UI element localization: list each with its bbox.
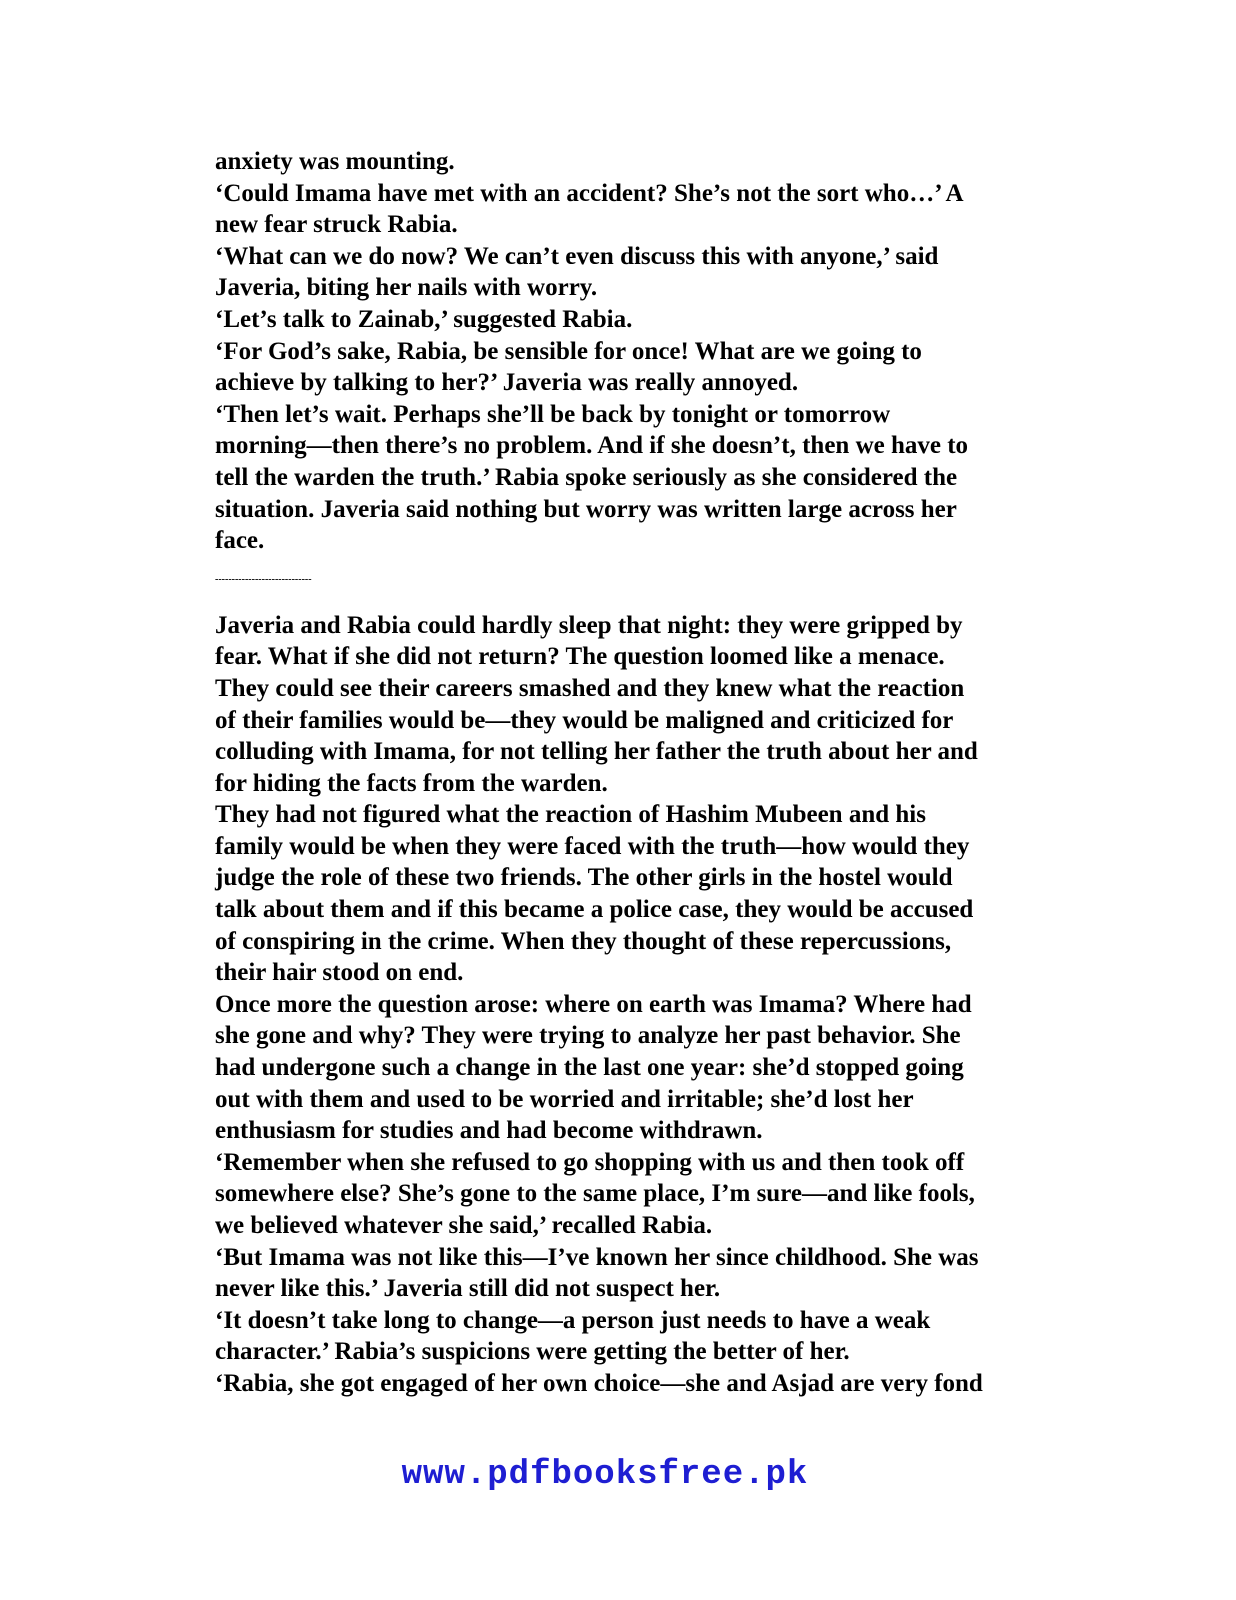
text-line: They had not figured what the reaction of Hashim Mubeen and his: [215, 801, 926, 829]
text-line: she gone and why? They were trying to analyze her past behavior. She: [215, 1022, 961, 1050]
text-line: morning—then there’s no problem. And if she doesn’t, then we have to: [215, 432, 969, 460]
website-footer-link[interactable]: www.pdfbooksfree.pk: [401, 1456, 809, 1494]
text-line: fear. What if she did not return? The question loomed like a menace.: [215, 643, 945, 671]
text-line: ‘Rabia, she got engaged of her own choice—she and Asjad are very fond: [215, 1369, 983, 1397]
text-line: ‘What can we do now? We can’t even discuss this with anyone,’ said: [215, 242, 939, 270]
text-line: talk about them and if this became a police case, they would be accused: [215, 896, 974, 924]
text-line: They could see their careers smashed and they knew what the reaction: [215, 674, 965, 702]
text-line: never like this.’ Javeria still did not suspect her.: [215, 1275, 721, 1303]
text-line: ‘Could Imama have met with an accident? She’s not the sort who…’ A: [215, 179, 964, 207]
text-line: of their families would be—they would be maligned and criticized for: [215, 706, 954, 734]
text-section-after-break: [215, 610, 1095, 1400]
text-line: face.: [215, 527, 265, 555]
page-text: [215, 146, 1095, 1400]
text-line: somewhere else? She’s gone to the same place, I’m sure—and like fools,: [215, 1180, 975, 1208]
text-line: character.’ Rabia’s suspicions were getting the better of her.: [215, 1338, 850, 1366]
text-line: their hair stood on end.: [215, 959, 464, 987]
text-line: ‘But Imama was not like this—I’ve known her since childhood. She was: [215, 1243, 979, 1271]
text-line: for hiding the facts from the warden.: [215, 769, 608, 797]
text-section-before-break: [215, 146, 1095, 557]
section-separator: -----------------------------: [215, 573, 312, 585]
text-line: ‘Then let’s wait. Perhaps she’ll be back by tonight or tomorrow: [215, 400, 891, 428]
text-line: Javeria and Rabia could hardly sleep that night: they were gripped by: [215, 611, 963, 639]
text-line: tell the warden the truth.’ Rabia spoke seriously as she considered the: [215, 463, 958, 491]
text-line: achieve by talking to her?’ Javeria was really annoyed.: [215, 369, 799, 397]
text-line: new fear struck Rabia.: [215, 211, 458, 239]
text-line: ‘For God’s sake, Rabia, be sensible for once! What are we going to: [215, 337, 922, 365]
text-line: out with them and used to be worried and irritable; she’d lost her: [215, 1085, 914, 1113]
text-line: ‘Let’s talk to Zainab,’ suggested Rabia.: [215, 305, 633, 333]
text-line: enthusiasm for studies and had become withdrawn.: [215, 1117, 763, 1145]
text-line: colluding with Imama, for not telling her father the truth about her and: [215, 738, 978, 766]
text-line: Once more the question arose: where on earth was Imama? Where had: [215, 990, 972, 1018]
text-line: ‘Remember when she refused to go shopping with us and then took off: [215, 1148, 965, 1176]
text-line: judge the role of these two friends. The other girls in the hostel would: [215, 864, 953, 892]
text-line: Javeria, biting her nails with worry.: [215, 274, 598, 302]
text-line: anxiety was mounting.: [215, 148, 455, 175]
text-line: of conspiring in the crime. When they thought of these repercussions,: [215, 927, 952, 955]
text-line: we believed whatever she said,’ recalled Rabia.: [215, 1212, 713, 1239]
text-line: ‘It doesn’t take long to change—a person just needs to have a weak: [215, 1306, 931, 1334]
text-line: family would be when they were faced with the truth—how would they: [215, 832, 970, 860]
text-line: had undergone such a change in the last one year: she’d stopped going: [215, 1054, 964, 1082]
text-line: situation. Javeria said nothing but worry was written large across her: [215, 495, 957, 523]
